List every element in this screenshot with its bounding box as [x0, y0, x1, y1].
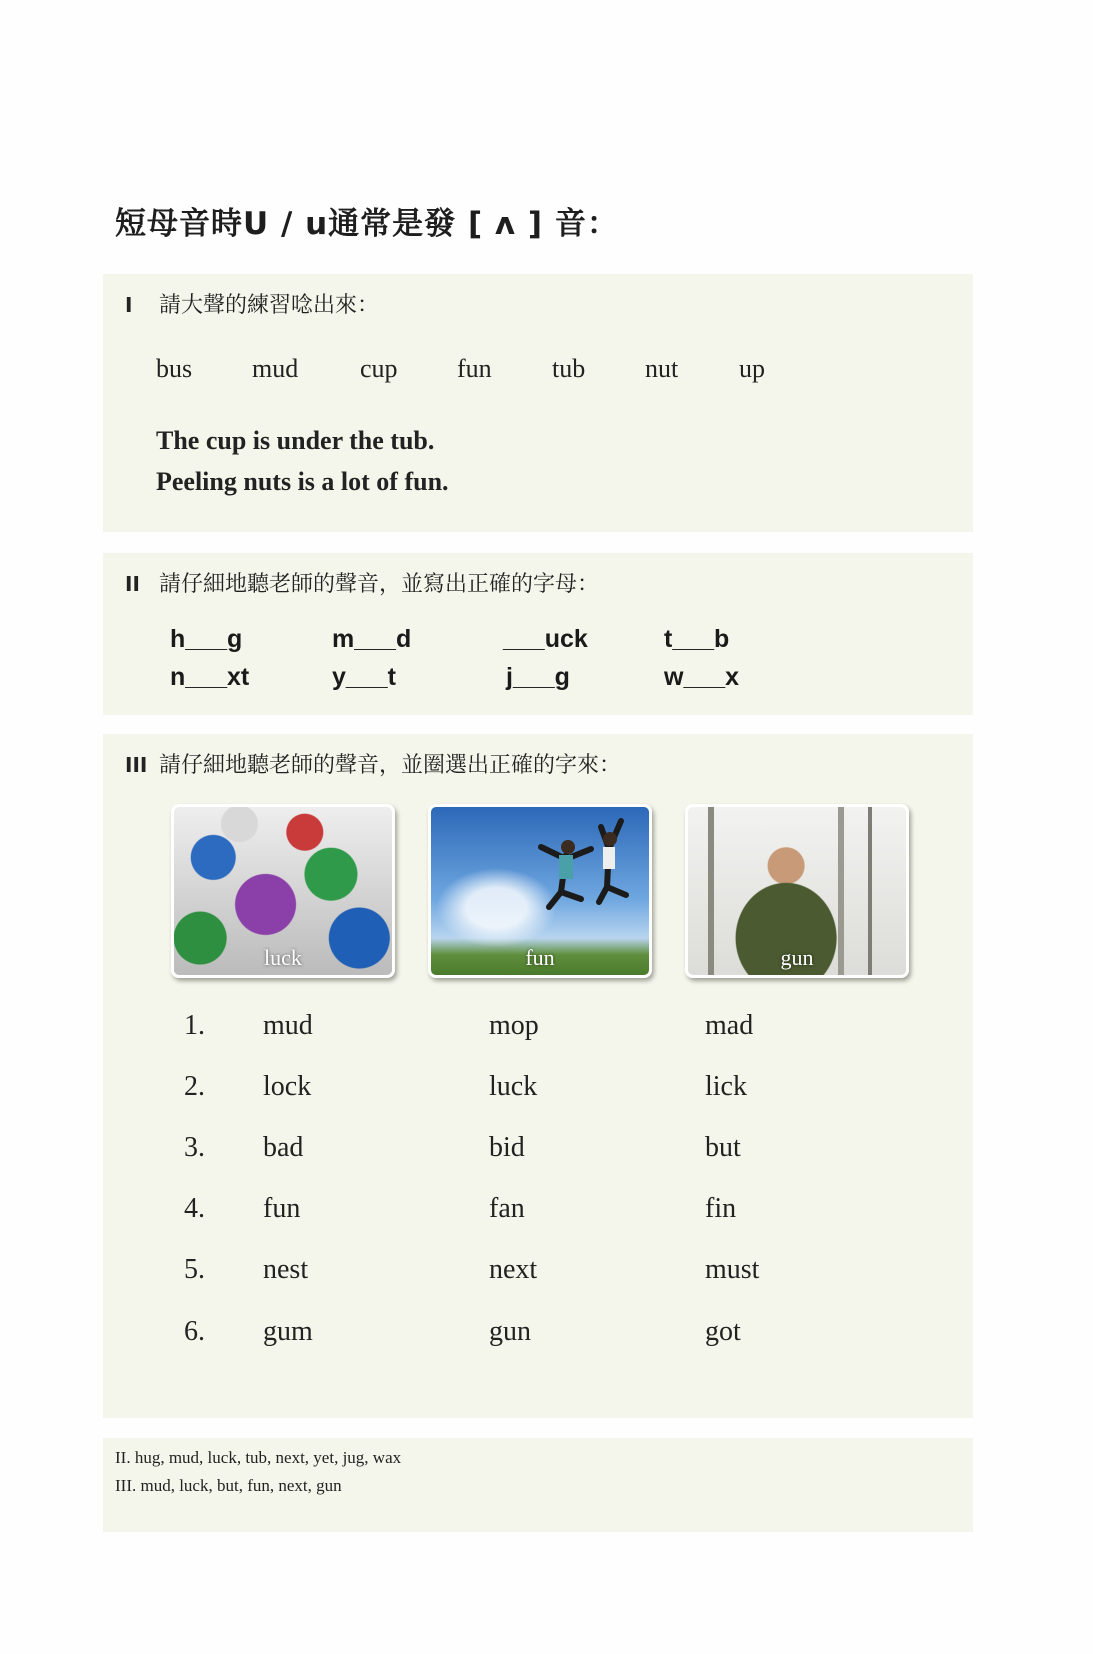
- practice-word-row: [103, 354, 973, 388]
- question-number: 4.: [184, 1193, 205, 1224]
- question-number: 1.: [184, 1010, 205, 1041]
- answer-option[interactable]: bid: [489, 1132, 525, 1163]
- jumping-people-photo: [428, 804, 652, 978]
- paintball-player-photo: [685, 804, 909, 978]
- question-number: 2.: [184, 1071, 205, 1102]
- answer-option[interactable]: fan: [489, 1193, 525, 1224]
- page-title: 短母音時U / u通常是發 [ ʌ ] 音：: [115, 206, 619, 242]
- section-2-instruction-text: 請仔細地聽老師的聲音，並寫出正確的字母：: [159, 572, 600, 597]
- answer-option[interactable]: mad: [705, 1010, 754, 1041]
- answer-option[interactable]: gun: [489, 1316, 531, 1347]
- practice-word: tub: [552, 354, 586, 383]
- section-3-panel: [103, 734, 973, 1418]
- photo-caption: fun: [525, 945, 555, 970]
- fill-blank-item[interactable]: y___t: [332, 663, 396, 691]
- question-number: 6.: [184, 1316, 205, 1347]
- section-1-instruction-text: 請大聲的練習唸出來：: [159, 293, 380, 318]
- answer-key-line: II. hug, mud, luck, tub, next, yet, jug, wax: [115, 1448, 402, 1467]
- practice-word: nut: [645, 354, 679, 383]
- answer-option[interactable]: mop: [489, 1010, 539, 1041]
- answer-option[interactable]: luck: [489, 1071, 538, 1102]
- fill-blank-item[interactable]: n___xt: [170, 663, 250, 691]
- practice-word: fun: [457, 354, 492, 383]
- photo-caption: luck: [264, 945, 302, 970]
- answer-key-panel: [103, 1438, 973, 1532]
- answer-option[interactable]: but: [705, 1132, 741, 1163]
- practice-word: mud: [252, 354, 299, 383]
- answer-option[interactable]: fin: [705, 1193, 737, 1224]
- practice-word: up: [739, 354, 765, 383]
- section-1-instruction: [125, 288, 379, 319]
- question-number: 5.: [184, 1254, 205, 1285]
- practice-word: cup: [360, 354, 398, 383]
- answer-option[interactable]: bad: [263, 1132, 304, 1163]
- fill-blank-item[interactable]: j___g: [506, 663, 570, 691]
- practice-word: bus: [156, 354, 193, 383]
- photo-caption: gun: [780, 945, 814, 970]
- section-3-instruction: [125, 748, 621, 779]
- section-1-number: I: [125, 293, 133, 317]
- section-3-instruction-text: 請仔細地聽老師的聲音，並圈選出正確的字來：: [159, 753, 622, 778]
- fill-blank-item[interactable]: t___b: [664, 625, 730, 653]
- practice-sentence: Peeling nuts is a lot of fun.: [156, 467, 449, 496]
- lottery-balls-photo: [171, 804, 395, 978]
- fill-blank-item[interactable]: m___d: [332, 625, 412, 653]
- fill-blank-item[interactable]: h___g: [170, 625, 243, 653]
- practice-sentence: The cup is under the tub.: [156, 426, 435, 455]
- section-1-panel: [103, 274, 973, 532]
- answer-option[interactable]: lock: [263, 1071, 312, 1102]
- answer-option[interactable]: fun: [263, 1193, 301, 1224]
- answer-option[interactable]: got: [705, 1316, 741, 1347]
- section-2-panel: [103, 553, 973, 715]
- fill-blank-item[interactable]: ___uck: [503, 625, 588, 653]
- answer-option[interactable]: next: [489, 1254, 538, 1285]
- section-3-number: III: [125, 753, 148, 777]
- answer-option[interactable]: must: [705, 1254, 760, 1285]
- question-number: 3.: [184, 1132, 205, 1163]
- answer-option[interactable]: gum: [263, 1316, 313, 1347]
- answer-option[interactable]: lick: [705, 1071, 747, 1102]
- section-2-instruction: [125, 567, 599, 598]
- answer-key-line: III. mud, luck, but, fun, next, gun: [115, 1476, 342, 1495]
- answer-option[interactable]: mud: [263, 1010, 313, 1041]
- fill-blank-item[interactable]: w___x: [664, 663, 740, 691]
- answer-option[interactable]: nest: [263, 1254, 309, 1285]
- section-2-number: II: [125, 572, 140, 596]
